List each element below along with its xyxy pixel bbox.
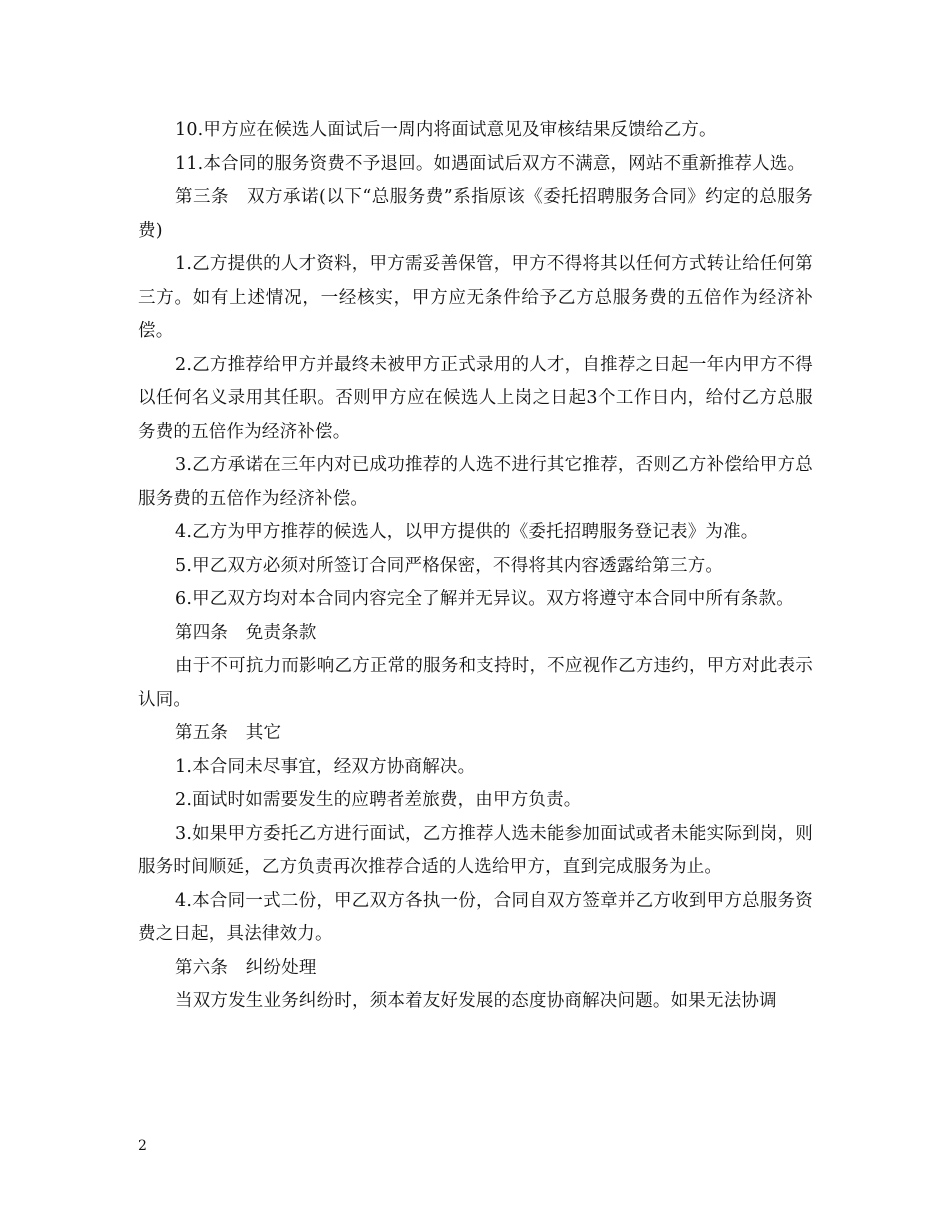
article-4-body: 由于不可抗力而影响乙方正常的服务和支持时，不应视作乙方违约，甲方对此表示认同。 xyxy=(138,656,813,710)
page-number: 2 xyxy=(138,1138,147,1154)
article-3-item-3: 3.乙方承诺在三年内对已成功推荐的人选不进行其它推荐，否则乙方补偿给甲方总服务费的五倍作为经济补偿。 xyxy=(138,455,813,509)
article-3-heading: 第三条 双方承诺(以下“总服务费”系指原该《委托招聘服务合同》约定的总服务费) xyxy=(138,187,813,241)
article-3-item-2: 2.乙方推荐给甲方并最终未被甲方正式录用的人才，自推荐之日起一年内甲方不得以任何名义录用其任职。否则甲方应在候选人上岗之日起3个工作日内，给付乙方总服务费的五倍作为经济补偿。 xyxy=(138,354,813,442)
clause-11-paragraph: 11.本合同的服务资费不予退回。如遇面试后双方不满意，网站不重新推荐人选。 xyxy=(175,153,806,174)
article-4-heading: 第四条 免责条款 xyxy=(175,622,317,643)
article-3-item-5: 5.甲乙双方必须对所签订合同严格保密，不得将其内容透露给第三方。 xyxy=(175,555,724,576)
article-6-heading: 第六条 纠纷处理 xyxy=(175,957,317,978)
article-3-item-4: 4.乙方为甲方推荐的候选人，以甲方提供的《委托招聘服务登记表》为准。 xyxy=(175,522,759,542)
article-5-item-1: 1.本合同未尽事宜，经双方协商解决。 xyxy=(175,756,476,777)
article-6-body: 当双方发生业务纠纷时，须本着友好发展的态度协商解决问题。如果无法协调 xyxy=(175,991,777,1011)
article-5-item-2: 2.面试时如需要发生的应聘者差旅费，由甲方负责。 xyxy=(175,790,582,810)
document-body xyxy=(138,114,813,1019)
article-5-item-3: 3.如果甲方委托乙方进行面试，乙方推荐人选未能参加面试或者未能实际到岗，则服务时间顺延，乙方负责再次推荐合适的人选给甲方，直到完成服务为止。 xyxy=(138,823,813,877)
article-5-heading: 第五条 其它 xyxy=(175,723,282,743)
article-3-item-1: 1.乙方提供的人才资料，甲方需妥善保管，甲方不得将其以任何方式转让给任何第三方。如有上述情况，一经核实，甲方应无条件给予乙方总服务费的五倍作为经济补偿。 xyxy=(138,254,813,341)
clause-10-paragraph: 10.甲方应在候选人面试后一周内将面试意见及审核结果反馈给乙方。 xyxy=(175,120,717,140)
article-5-item-4: 4.本合同一式二份，甲乙双方各执一份，合同自双方签章并乙方收到甲方总服务资费之日起，具法律效力。 xyxy=(138,890,813,944)
article-3-item-6: 6.甲乙双方均对本合同内容完全了解并无异议。双方将遵守本合同中所有条款。 xyxy=(175,589,794,609)
